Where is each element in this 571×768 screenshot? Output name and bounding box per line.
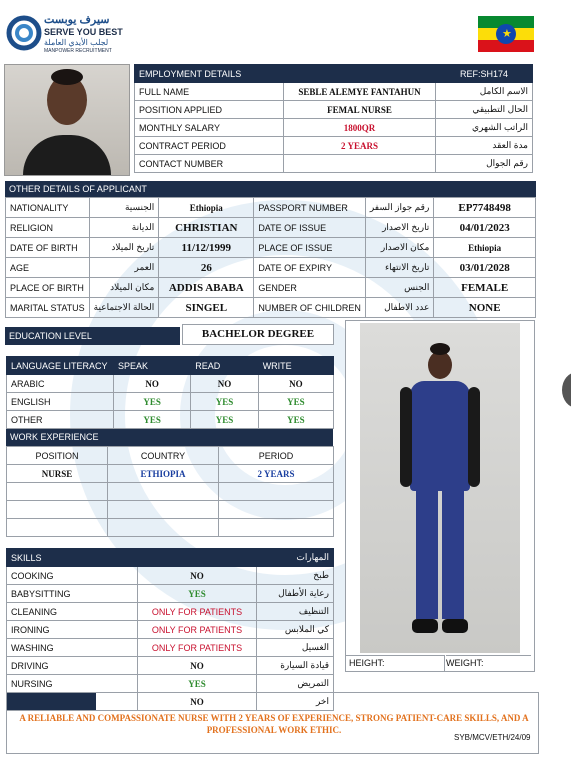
ref-number: REF:SH174 (436, 65, 533, 83)
label-full-name: FULL NAME (135, 83, 284, 101)
education-label: EDUCATION LEVEL (5, 327, 180, 345)
skill-washing: WASHING (7, 639, 138, 657)
value-salary: 1800QR (284, 119, 436, 137)
label-children: NUMBER OF CHILDREN (254, 298, 366, 318)
lang-header-read: READ (191, 357, 258, 375)
other-details-table (5, 197, 536, 318)
ar-salary: الراتب الشهري (436, 119, 533, 137)
lang-header-speak: SPEAK (114, 357, 191, 375)
label-nationality: NATIONALITY (6, 198, 90, 218)
employment-table (134, 64, 533, 173)
label-place-issue: PLACE OF ISSUE (254, 238, 366, 258)
skill-nursing-ar: التمريض (257, 675, 334, 693)
lang-english-speak: YES (114, 393, 191, 411)
label-age: AGE (6, 258, 90, 278)
work-table (6, 446, 334, 537)
skill-cooking-value: NO (138, 567, 257, 585)
company-logo (6, 14, 42, 54)
skill-ironing-value: ONLY FOR PATIENTS (138, 621, 257, 639)
skill-nursing-value: YES (138, 675, 257, 693)
skill-driving-value: NO (138, 657, 257, 675)
skills-header: SKILLS (7, 549, 257, 567)
value-pob: ADDIS ABABA (159, 278, 254, 298)
ar-marital: الحالة الاجتماعية (89, 298, 159, 318)
lang-arabic-write: NO (258, 375, 333, 393)
ar-dob: تاريخ الميلاد (89, 238, 159, 258)
summary-text: A RELIABLE AND COMPASSIONATE NURSE WITH 2 YEARS OF EXPERIENCE, STRONG PATIENT-CARE SKILLS, AND A PROFESSIONAL WORK ETHIC. (19, 713, 529, 735)
skill-washing-ar: الغسيل (257, 639, 334, 657)
label-expiry: DATE OF EXPIRY (254, 258, 366, 278)
ar-nationality: الجنسية (89, 198, 159, 218)
skills-header-ar: المهارات (257, 549, 334, 567)
label-salary: MONTHLY SALARY (135, 119, 284, 137)
lang-english-write: YES (258, 393, 333, 411)
ar-age: العمر (89, 258, 159, 278)
skill-other-value: NO (138, 693, 257, 711)
label-pob: PLACE OF BIRTH (6, 278, 90, 298)
ar-contract: مدة العقد (436, 137, 533, 155)
brand-sub: MANPOWER RECRUITMENT (44, 48, 112, 54)
value-age: 26 (159, 258, 254, 278)
label-issue-date: DATE OF ISSUE (254, 218, 366, 238)
skill-washing-value: ONLY FOR PATIENTS (138, 639, 257, 657)
label-contact: CONTACT NUMBER (135, 155, 284, 173)
work-col-country: COUNTRY (108, 447, 219, 465)
lang-arabic-speak: NO (114, 375, 191, 393)
value-passport: EP7748498 (434, 198, 536, 218)
label-contract: CONTRACT PERIOD (135, 137, 284, 155)
skill-babysitting-ar: رعاية الأطفال (257, 585, 334, 603)
work-country: ETHIOPIA (108, 465, 219, 483)
value-expiry: 03/01/2028 (434, 258, 536, 278)
full-body-photo-frame (345, 320, 535, 672)
skill-babysitting-value: YES (138, 585, 257, 603)
ethiopia-flag-icon: ★ (478, 16, 534, 52)
language-table (6, 356, 334, 429)
employment-header: EMPLOYMENT DETAILS (135, 65, 436, 83)
label-religion: RELIGION (6, 218, 90, 238)
skills-table (6, 548, 334, 711)
lang-other: OTHER (7, 411, 114, 429)
footer-code: SYB/MCV/ETH/24/09 (454, 733, 531, 742)
value-place-issue: Ethiopia (434, 238, 536, 258)
education-value: BACHELOR DEGREE (182, 324, 334, 345)
skill-babysitting: BABYSITTING (7, 585, 138, 603)
logo-icon (6, 14, 42, 52)
skill-other-ar: اخر (257, 693, 334, 711)
lang-arabic: ARABIC (7, 375, 114, 393)
value-nationality: Ethiopia (159, 198, 254, 218)
work-col-period: PERIOD (219, 447, 334, 465)
lang-arabic-read: NO (191, 375, 258, 393)
label-position: POSITION APPLIED (135, 101, 284, 119)
ar-pob: مكان الميلاد (89, 278, 159, 298)
ar-expiry: تاريخ الانتهاء (365, 258, 434, 278)
lang-other-read: YES (191, 411, 258, 429)
value-issue-date: 04/01/2023 (434, 218, 536, 238)
ar-gender: الجنس (365, 278, 434, 298)
value-children: NONE (434, 298, 536, 318)
skill-cleaning: CLEANING (7, 603, 138, 621)
portrait-photo (4, 64, 130, 176)
lang-header-write: WRITE (258, 357, 333, 375)
skill-cleaning-ar: التنظيف (257, 603, 334, 621)
skill-cooking: COOKING (7, 567, 138, 585)
value-position: FEMAL NURSE (284, 101, 436, 119)
value-gender: FEMALE (434, 278, 536, 298)
skill-nursing: NURSING (7, 675, 138, 693)
label-passport: PASSPORT NUMBER (254, 198, 366, 218)
value-dob: 11/12/1999 (159, 238, 254, 258)
value-contact (284, 155, 436, 173)
ar-place-issue: مكان الاصدار (365, 238, 434, 258)
ar-children: عدد الاطفال (365, 298, 434, 318)
ar-position: الحال التطبيقي (436, 101, 533, 119)
lang-other-write: YES (258, 411, 333, 429)
value-marital: SINGEL (159, 298, 254, 318)
lang-english: ENGLISH (7, 393, 114, 411)
label-marital: MARITAL STATUS (6, 298, 90, 318)
value-contract: 2 YEARS (284, 137, 436, 155)
value-religion: CHRISTIAN (159, 218, 254, 238)
skill-ironing: IRONING (7, 621, 138, 639)
lang-header-literacy: LANGUAGE LITERACY (7, 357, 114, 375)
label-dob: DATE OF BIRTH (6, 238, 90, 258)
weight-label: WEIGHT: (446, 655, 531, 671)
full-body-photo (360, 323, 520, 653)
skill-driving: DRIVING (7, 657, 138, 675)
lang-english-read: YES (191, 393, 258, 411)
work-header: WORK EXPERIENCE (6, 429, 333, 446)
skill-ironing-ar: كي الملابس (257, 621, 334, 639)
label-gender: GENDER (254, 278, 366, 298)
work-period: 2 YEARS (219, 465, 334, 483)
ar-issue-date: تاريخ الاصدار (365, 218, 434, 238)
work-position: NURSE (7, 465, 108, 483)
skill-cleaning-value: ONLY FOR PATIENTS (138, 603, 257, 621)
lang-other-speak: YES (114, 411, 191, 429)
skill-driving-ar: قيادة السيارة (257, 657, 334, 675)
brand-sub-arabic: لجلب الأيدي العاملة (44, 38, 109, 47)
skill-cooking-ar: طبخ (257, 567, 334, 585)
other-details-header: OTHER DETAILS OF APPLICANT (5, 181, 536, 197)
brand-name: SERVE YOU BEST (44, 27, 123, 37)
ar-religion: الديانة (89, 218, 159, 238)
value-full-name: SEBLE ALEMYE FANTAHUN (284, 83, 436, 101)
ar-contact: رقم الجوال (436, 155, 533, 173)
ar-passport: رقم جواز السفر (365, 198, 434, 218)
brand-arabic: سيرف يوبست (44, 14, 110, 26)
ar-full-name: الاسم الكامل (436, 83, 533, 101)
side-marker (562, 372, 571, 408)
height-label: HEIGHT: (346, 655, 445, 671)
work-col-position: POSITION (7, 447, 108, 465)
